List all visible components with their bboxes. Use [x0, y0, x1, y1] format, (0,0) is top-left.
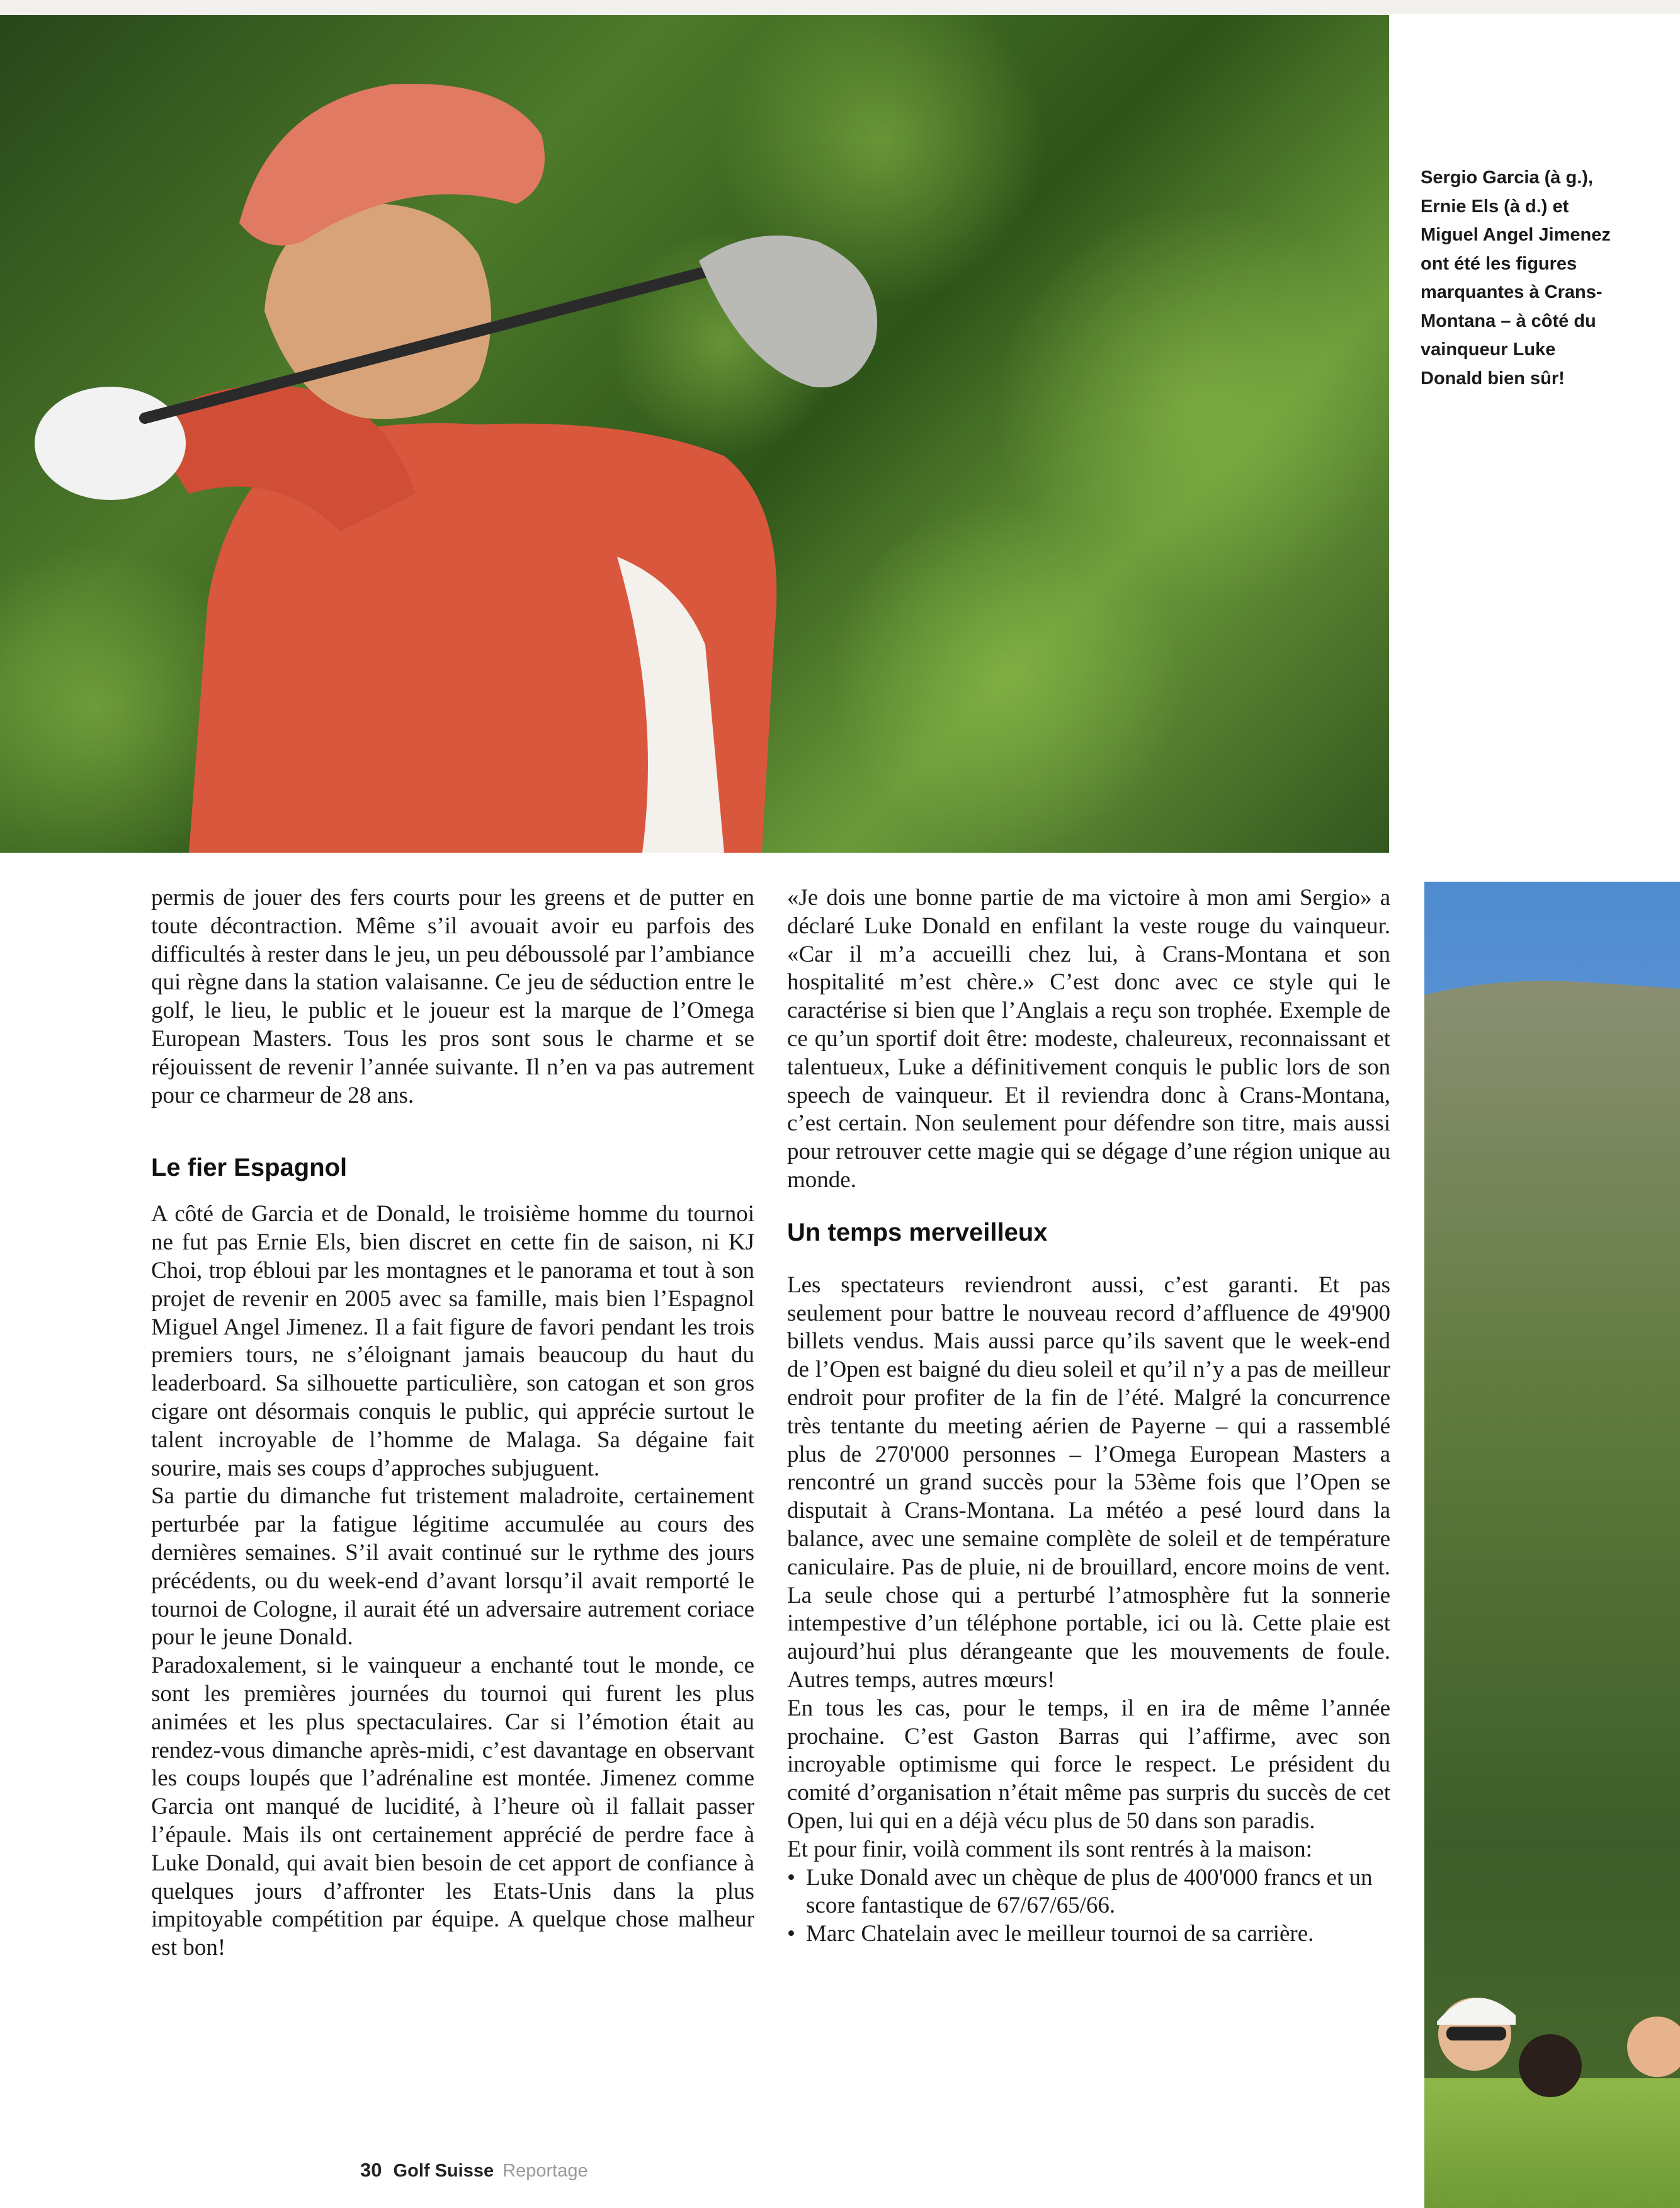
bullet-icon: • [787, 1921, 795, 1947]
landscape-illustration [1424, 882, 1680, 2208]
mountain-landscape-photo [1424, 882, 1680, 2208]
article-paragraph: Les spectateurs reviendront aussi, c’est garanti. Et pas seulement pour battre le nouveau record d’affluence de 49'900 billets vendus. Mais aussi parce qu’ils savent que le week-end de l’Open est baigné du dieu soleil et qu’il n’y a pas de meilleur endroit pour profiter de la fin de l’été. Malgré la concurrence très tentante du meeting aérien de Payerne – qui a rassemblé plus de 270'000 personnes – l’Omega European Masters a rencontré un grand succès pour la 53ème fois que l’Open se disputait à Crans-Montana. La météo a pesé lourd dans la balance, avec une semaine complète de soleil et de température caniculaire. Pas de pluie, ni de brouillard, encore moins de vent. La seule chose qui a perturbé l’atmosphère fut la sonnerie intempestive d’un téléphone portable, ici ou là. Cette plaie est aujourd’hui plus dérangeante que les mouvements de foule. Autres temps, autres mœurs! [787, 1272, 1390, 1693]
results-list [787, 1864, 1390, 1949]
article-paragraph: Paradoxalement, si le vainqueur a enchanté tout le monde, ce sont les premières journées du tournoi qui furent les plus animées et les plus spectaculaires. Car si l’émotion était au rendez-vous dimanche après-midi, c’est davantage en observant les coups loupés que l’adrénaline est montée. Jimenez comme Garcia ont manqué de lucidité, à l’heure où il fallait passer l’épaule. Mais ils ont certainement apprécié de perdre face à Luke Donald, qui avait bien besoin de cet apport de confiance à quelques jours d’affronter les Etats-Unis dans la plus impitoyable compétition par équipe. A quelque chose malheur est bon! [151, 1653, 754, 1961]
list-item-text: Marc Chatelain avec le meilleur tournoi de sa carrière. [806, 1921, 1314, 1947]
page-footer [360, 2159, 588, 2182]
golfer-illustration [0, 15, 1389, 853]
section-name: Reportage [502, 2161, 588, 2181]
page-number: 30 [360, 2159, 382, 2181]
article-paragraph: En tous les cas, pour le temps, il en ira de même l’année prochaine. C’est Gaston Barras qui l’affirme, avec son incroyable optimisme qui force le respect. Le président du comité d’organisation n’était même pas surpris du succès de cet Open, lui qui en a déjà vécu plus de 50 dans son paradis. [787, 1695, 1390, 1834]
section-heading: Le fier Espagnol [151, 1154, 348, 1182]
list-item [787, 1920, 1390, 1949]
golfer-swing-photo [0, 15, 1389, 853]
article-paragraph: «Je dois une bonne partie de ma victoire à mon ami Sergio» a déclaré Luke Donald en enfilant la veste rouge du vainqueur. «Car il m’a accueilli chez lui, à Crans-Montana et son hospitalité m’est chère.» C’est donc avec ce style qui le caractérise si bien que l’Anglais a reçu son trophée. Exemple de ce qu’un sportif doit être: modeste, chaleureux, reconnaissant et talentueux, Luke a définitivement conquis le public lors de son speech de vainqueur. Et il reviendra donc à Crans-Montana, c’est certain. Non seulement pour défendre son titre, mais aussi pour retrouver cette magie qui se dégage d’une région unique au monde. [787, 885, 1390, 1193]
article-column-left [151, 884, 754, 1962]
article-column-right [787, 884, 1390, 1949]
list-item [787, 1864, 1390, 1921]
article-paragraph: Sa partie du dimanche fut tristement maladroite, certainement perturbée par la fatigue légitime accumulée au cours des dernières semaines. S’il avait continué sur le rythme des jours précédents, ou du week-end d’avant lorsqu’il avait remporté le tournoi de Cologne, il aurait été un adversaire autrement coriace pour le jeune Donald. [151, 1483, 754, 1651]
article-paragraph: permis de jouer des fers courts pour les greens et de putter en toute décontraction. Même s’il avouait avoir eu parfois des difficultés à rester dans le jeu, un peu déboussolé par l’ambiance qui règne dans la station valaisanne. Ce jeu de séduction entre le golf, le lieu, le public et le joueur est la marque de l’Omega European Masters. Tous les pros sont sous le charme et se réjouissent de revenir l’année suivante. Il n’en va pas autrement pour ce charmeur de 28 ans. [151, 885, 754, 1108]
section-heading: Un temps merveilleux [787, 1218, 1048, 1246]
photo-caption: Sergio Garcia (à g.), Ernie Els (à d.) et Miguel Angel Jimenez ont été les figures marquantes à Crans-Montana – à côté du vainqueur Luke Donald bien sûr! [1421, 168, 1611, 389]
article-paragraph: Et pour finir, voilà comment ils sont rentrés à la maison: [787, 1836, 1312, 1862]
bullet-icon: • [787, 1864, 795, 1891]
list-item-text: Luke Donald avec un chèque de plus de 400'000 francs et un score fantastique de 67/67/65/66. [806, 1864, 1373, 1919]
magazine-name: Golf Suisse [393, 2161, 494, 2181]
article-paragraph: A côté de Garcia et de Donald, le troisième homme du tournoi ne fut pas Ernie Els, bien discret en cette fin de saison, ni KJ Choi, trop ébloui par les montagnes et le panorama et tout à son projet de revenir en 2005 avec sa famille, mais bien l’Espagnol Miguel Angel Jimenez. Il a fait figure de favori pendant les trois premiers tours, ne s’éloignant jamais beaucoup du haut du leaderboard. Sa silhouette particulière, son catogan et son gros cigare ont désormais conquis le public, qui apprécie surtout le talent incroyable de l’homme de Malaga. Sa dégaine fait sourire, mais ses coups d’approches subjuguent. [151, 1201, 754, 1481]
page-top-edge [0, 0, 1680, 14]
